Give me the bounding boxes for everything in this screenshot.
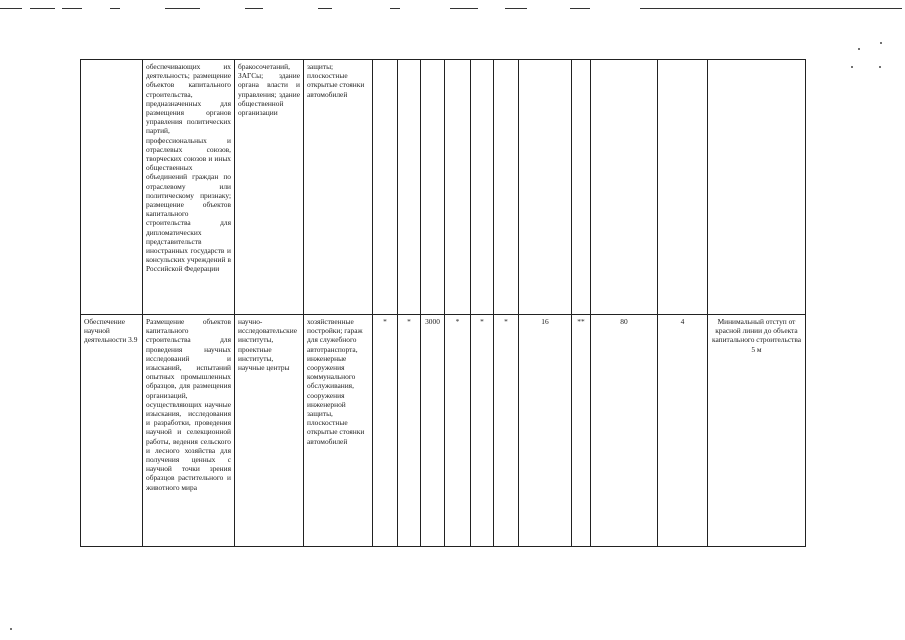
table-cell: 80 <box>591 315 658 547</box>
scan-speck <box>879 66 881 68</box>
table-cell <box>398 60 421 315</box>
table-cell: научно-исследовательские институты, проектные институты, научные центры <box>235 315 304 547</box>
table-cell: 4 <box>658 315 708 547</box>
table-cell: Размещение объектов капитального строительства для проведения научных исследований и изысканий, испытаний опытных промышленных образцов, для размещения организаций, осуществляющих научные изыскания, исследования и разработки, проведения научной и селекционной работы, ведения сельского и лесного хозяйства для получения ценных с научной точки зрения образцов растительного и животного мира <box>143 315 235 547</box>
table-cell: 16 <box>519 315 572 547</box>
scan-edge-line <box>62 8 82 9</box>
table-cell: Минимальный отступ от красной линии до объекта капитального строительства 5 м <box>708 315 806 547</box>
table-cell: * <box>445 315 471 547</box>
table-cell <box>708 60 806 315</box>
scan-speck <box>851 66 853 68</box>
scan-edge-line <box>110 8 120 9</box>
scan-edge-line <box>318 8 332 9</box>
scan-edge-line <box>30 8 55 9</box>
table-cell: ** <box>572 315 591 547</box>
table-cell <box>373 60 398 315</box>
scan-edge-line <box>0 8 22 9</box>
table-cell: * <box>398 315 421 547</box>
table-cell: защиты; плоскостные открытые стоянки автомобилей <box>304 60 373 315</box>
scan-edge-line <box>450 8 478 9</box>
scan-edge-line <box>245 8 263 9</box>
table-cell <box>519 60 572 315</box>
scan-edge-line <box>640 8 902 9</box>
table-cell <box>421 60 445 315</box>
scan-speck <box>880 42 882 44</box>
scan-speck <box>858 48 860 50</box>
scan-edge-line <box>165 8 200 9</box>
table-row <box>81 315 806 547</box>
scan-edge-line <box>570 8 590 9</box>
table-cell: Обеспечение научной деятельности 3.9 <box>81 315 143 547</box>
table-cell: 3000 <box>421 315 445 547</box>
table-cell: * <box>494 315 519 547</box>
scan-edge-line <box>390 8 400 9</box>
scan-edge-line <box>505 8 527 9</box>
table-cell: хозяйственные постройки; гараж для служебного автотранспорта, инженерные сооружения коммунального обслуживания, сооружения инженерной защиты, плоскостные открытые стоянки автомобилей <box>304 315 373 547</box>
table-cell: бракосочетаний, ЗАГСы; здание органа власти и управления; здание общественной организации <box>235 60 304 315</box>
table-cell <box>81 60 143 315</box>
table-cell: * <box>373 315 398 547</box>
table-cell <box>445 60 471 315</box>
table-cell <box>591 60 658 315</box>
table-cell: * <box>471 315 494 547</box>
table-cell <box>658 60 708 315</box>
zoning-regulations-table <box>80 59 806 547</box>
table-row <box>81 60 806 315</box>
table-cell <box>572 60 591 315</box>
scan-speck <box>10 628 12 630</box>
table-cell <box>494 60 519 315</box>
table-cell <box>471 60 494 315</box>
table-cell: обеспечивающих их деятельность; размещение объектов капитального строительства, предназначенных для размещения органов управления политических партий, профессиональных и отраслевых союзов, творческих союзов и иных общественных объединений граждан по отраслевому или политическому признаку; размещение объектов капитального строительства для дипломатических представительств иностранных государств и консульских учреждений в Российской Федерации <box>143 60 235 315</box>
